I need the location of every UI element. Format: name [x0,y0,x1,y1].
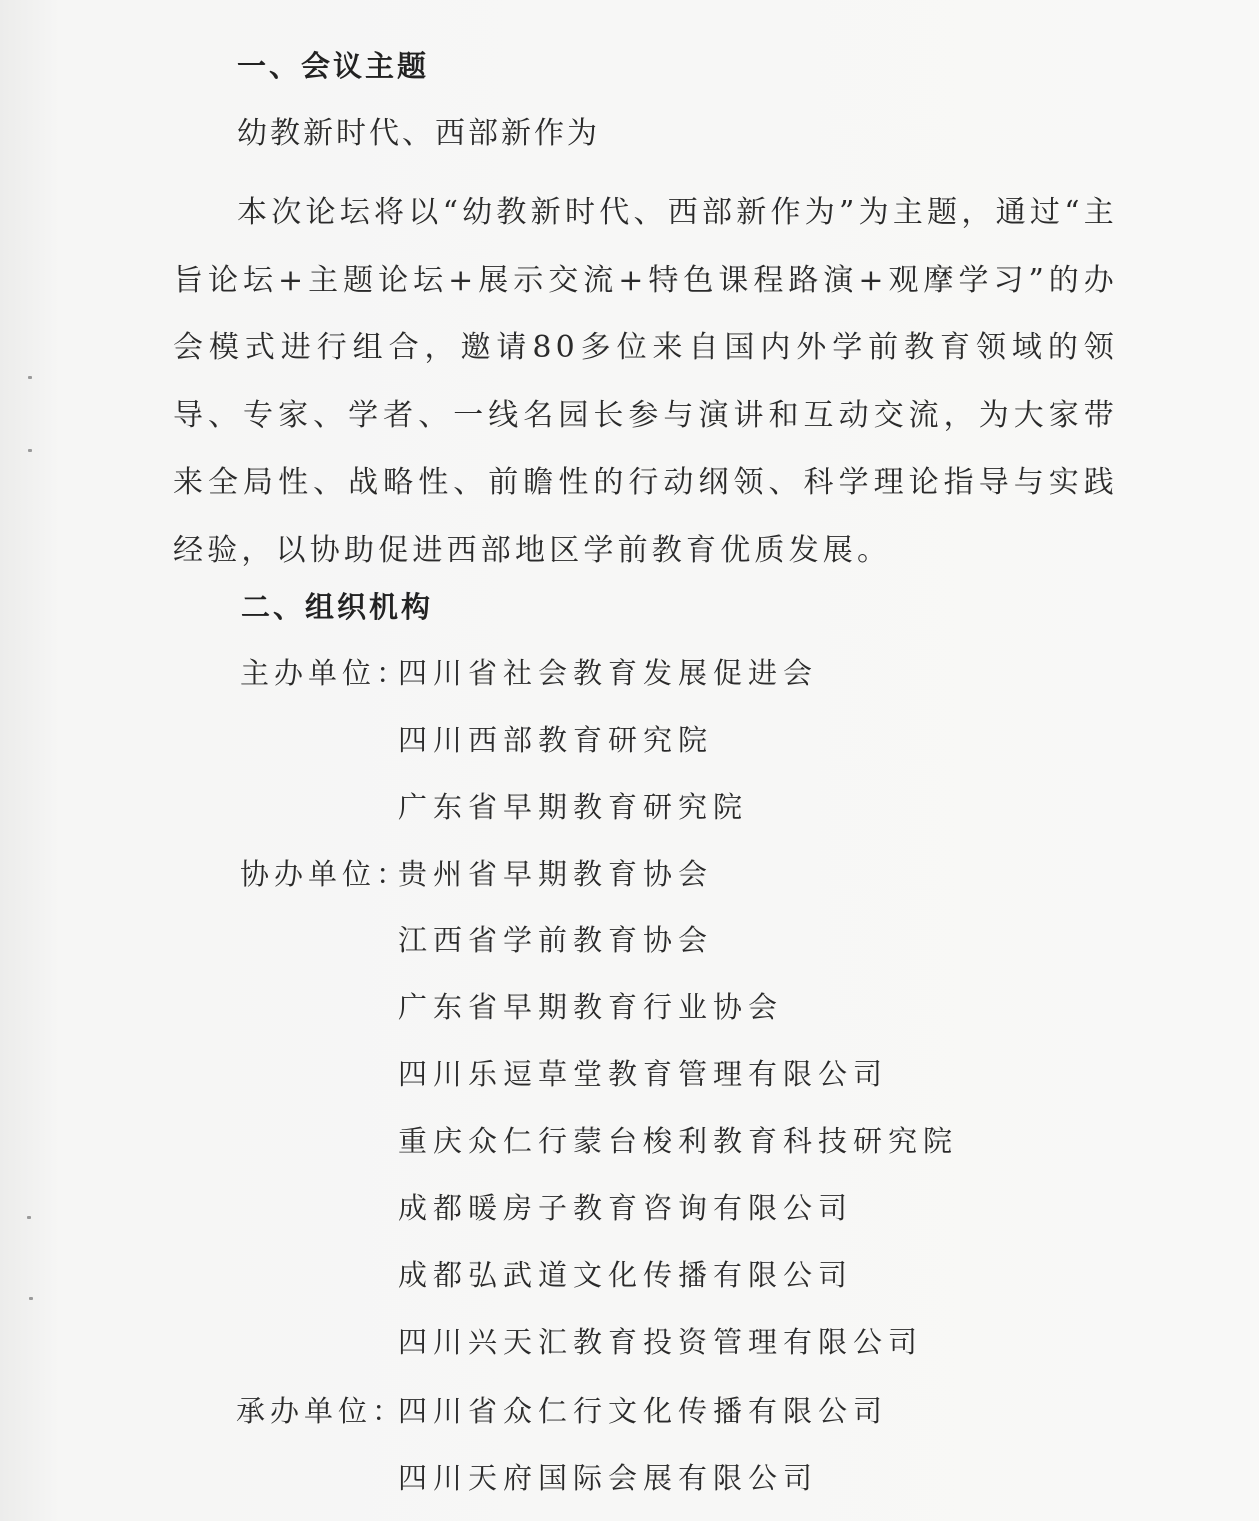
co-org: 四川兴天汇教育投资管理有限公司 [398,1325,924,1359]
co-org: 成都暖房子教育咨询有限公司 [398,1191,854,1225]
co-org: 四川乐逗草堂教育管理有限公司 [398,1057,889,1091]
section1-heading: 一、会议主题 [237,49,430,83]
co-label: 协办单位： [240,857,411,891]
scan-speck [28,376,32,379]
scan-speck [28,449,32,452]
host-org: 四川西部教育研究院 [398,723,714,757]
host-label: 主办单位： [240,656,411,690]
co-org: 广东省早期教育行业协会 [398,990,784,1024]
organizer-org: 四川天府国际会展有限公司 [398,1461,819,1495]
co-org: 江西省学前教育协会 [398,923,714,957]
scan-speck [27,1216,31,1219]
host-org: 广东省早期教育研究院 [398,790,749,824]
organizer-org: 四川省众仁行文化传播有限公司 [398,1394,889,1428]
scan-speck [29,1297,33,1300]
co-org: 重庆众仁行蒙台梭利教育科技研究院 [398,1124,959,1158]
section2-heading: 二、组织机构 [241,590,434,624]
theme-text: 幼教新时代、西部新作为 [237,116,600,151]
host-org: 四川省社会教育发展促进会 [398,656,819,690]
co-org: 贵州省早期教育协会 [398,857,714,891]
organizer-label: 承办单位： [236,1394,407,1428]
section1-paragraph: 本次论坛将以“幼教新时代、西部新作为”为主题，通过“主旨论坛+主题论坛+展示交流+特色课程路演+观摩学习”的办会模式进行组合，邀请80多位来自国内外学前教育领域的领导、专家、学者、一线名园长参与演讲和互动交流，为大家带来全局性、战略性、前瞻性的行动纲领、科学理论指导与实践经验，以协助促进西部地区学前教育优质发展。 [173,195,1118,568]
co-org: 成都弘武道文化传播有限公司 [398,1258,854,1292]
